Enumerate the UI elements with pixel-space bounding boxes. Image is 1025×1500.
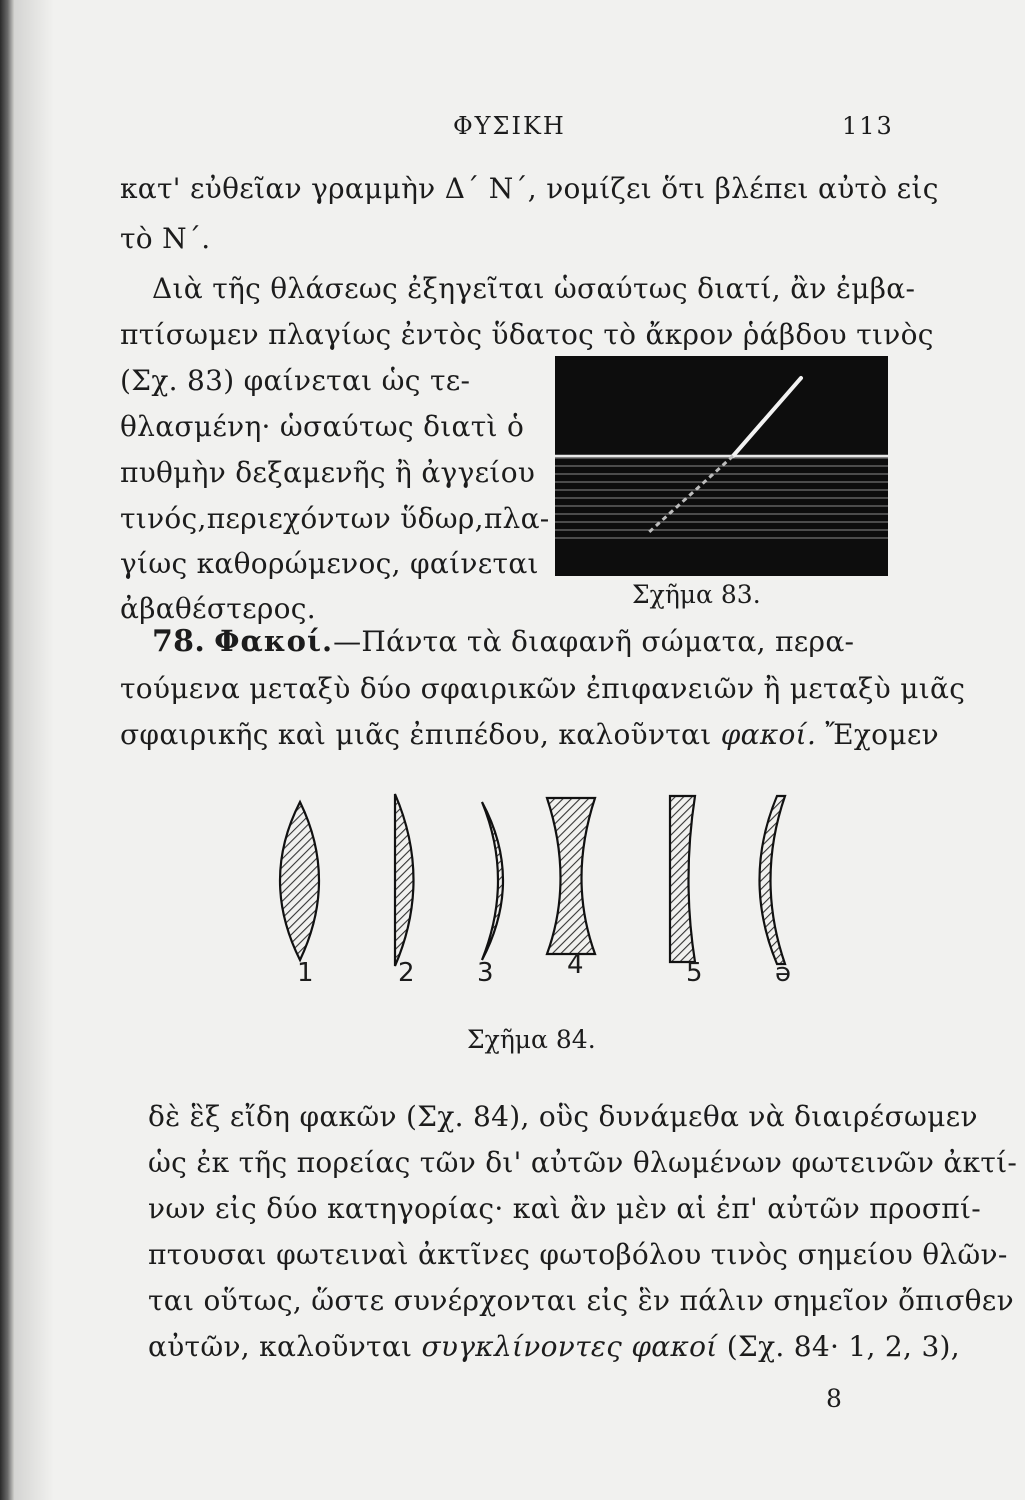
signature-mark: 8 bbox=[826, 1384, 842, 1413]
lens-3-converging-meniscus bbox=[482, 802, 503, 960]
page-number: 113 bbox=[842, 112, 894, 140]
paragraph2-line6: τινός,περιεχόντων ὕδωρ,πλα- bbox=[120, 502, 550, 535]
lens-5-plano-concave bbox=[670, 796, 695, 962]
paragraph1-line2: τὸ Ν΄. bbox=[120, 222, 211, 255]
figure-84-caption: Σχῆμα 84. bbox=[467, 1025, 596, 1054]
section-78-title: Φακοί. bbox=[214, 624, 334, 658]
paragraph2-line4: θλασμένη· ὡσαύτως διατὶ ὁ bbox=[120, 410, 525, 443]
paragraph3-line6 bbox=[148, 1330, 960, 1364]
figure-83-caption: Σχῆμα 83. bbox=[632, 580, 761, 609]
section-78-line3 bbox=[120, 718, 939, 752]
paragraph1-line1-text: κατ' εὐθεῖαν γραμμὴν Δ΄ Ν΄, νομίζει ὅτι βλέπει αὐτὸ εἰς bbox=[120, 172, 939, 205]
lens-label-2: 2 bbox=[398, 958, 415, 988]
paragraph2-line7: γίως καθορώμενος, φαίνεται bbox=[120, 547, 539, 580]
paragraph3-line2: ὡς ἐκ τῆς πορείας τῶν δι' αὐτῶν θλωμένων φωτεινῶν ἀκτί- bbox=[148, 1146, 1018, 1179]
paragraph3-line6-end: (Σχ. 84· 1, 2, 3), bbox=[726, 1330, 960, 1363]
section-78-number: 78. bbox=[152, 624, 206, 659]
paragraph3-line3: νων εἰς δύο κατηγορίας· καὶ ἂν μὲν αἱ ἐπ' αὐτῶν προσπί- bbox=[148, 1192, 981, 1225]
lens-6-diverging-meniscus bbox=[760, 796, 786, 964]
paragraph2-line1: Διὰ τῆς θλάσεως ἐξηγεῖται ὡσαύτως διατί, ἂν ἐμβα- bbox=[152, 272, 916, 305]
paragraph2-line8: ἀβαθέστερος. bbox=[120, 592, 316, 625]
lens-label-5: 5 bbox=[686, 958, 703, 988]
paragraph3-line6-text: αὐτῶν, καλοῦνται bbox=[148, 1330, 413, 1363]
figure-83-refraction-illustration bbox=[555, 356, 888, 576]
paragraph3-line1: δὲ ἓξ εἴδη φακῶν (Σχ. 84), οὓς δυνάμεθα νὰ διαιρέσωμεν bbox=[148, 1100, 978, 1133]
lens-label-4: 4 bbox=[567, 950, 584, 980]
lens-label-3: 3 bbox=[477, 958, 494, 988]
paragraph3-line5: ται οὕτως, ὥστε συνέρχονται εἰς ἓν πάλιν σημεῖον ὄπισθεν bbox=[148, 1284, 1014, 1317]
paragraph3-line6-italic: συγκλίνοντες φακοί bbox=[421, 1330, 718, 1363]
figure-84-lens-types bbox=[250, 780, 810, 970]
book-binding bbox=[0, 0, 14, 1500]
paragraph1-line1 bbox=[120, 172, 939, 206]
paragraph3-line4: πτουσαι φωτειναὶ ἀκτῖνες φωτοβόλου τινὸς σημείου θλῶν- bbox=[148, 1238, 1008, 1271]
section-78-line2: τούμενα μεταξὺ δύο σφαιρικῶν ἐπιφανειῶν ἢ μεταξὺ μιᾶς bbox=[120, 672, 966, 705]
lens-4-biconcave bbox=[547, 798, 595, 954]
lens-2-plano-convex bbox=[395, 794, 414, 966]
section-78-line3-italic: φακοί. bbox=[720, 718, 817, 751]
paragraph2-line2: πτίσωμεν πλαγίως ἐντὸς ὕδατος τὸ ἄκρον ῥάβδου τινὸς bbox=[120, 318, 934, 351]
paragraph2-line3: (Σχ. 83) φαίνεται ὡς τε- bbox=[120, 364, 471, 397]
page-gutter-shadow bbox=[14, 0, 54, 1500]
paragraph2-line5: πυθμὴν δεξαμενῆς ἢ ἀγγείου bbox=[120, 456, 536, 489]
lens-label-1: 1 bbox=[297, 958, 314, 988]
section-78-line3-end: Ἔχομεν bbox=[825, 718, 939, 751]
lens-label-6: ə bbox=[775, 958, 791, 988]
lens-1-biconvex bbox=[280, 802, 319, 960]
section-78-line1 bbox=[152, 624, 854, 659]
section-78-line3-text: σφαιρικῆς καὶ μιᾶς ἐπιπέδου, καλοῦνται bbox=[120, 718, 712, 751]
section-78-line1-text: —Πάντα τὰ διαφανῆ σώματα, περα- bbox=[333, 625, 855, 658]
running-head-title: ΦΥΣΙΚΗ bbox=[453, 112, 566, 140]
